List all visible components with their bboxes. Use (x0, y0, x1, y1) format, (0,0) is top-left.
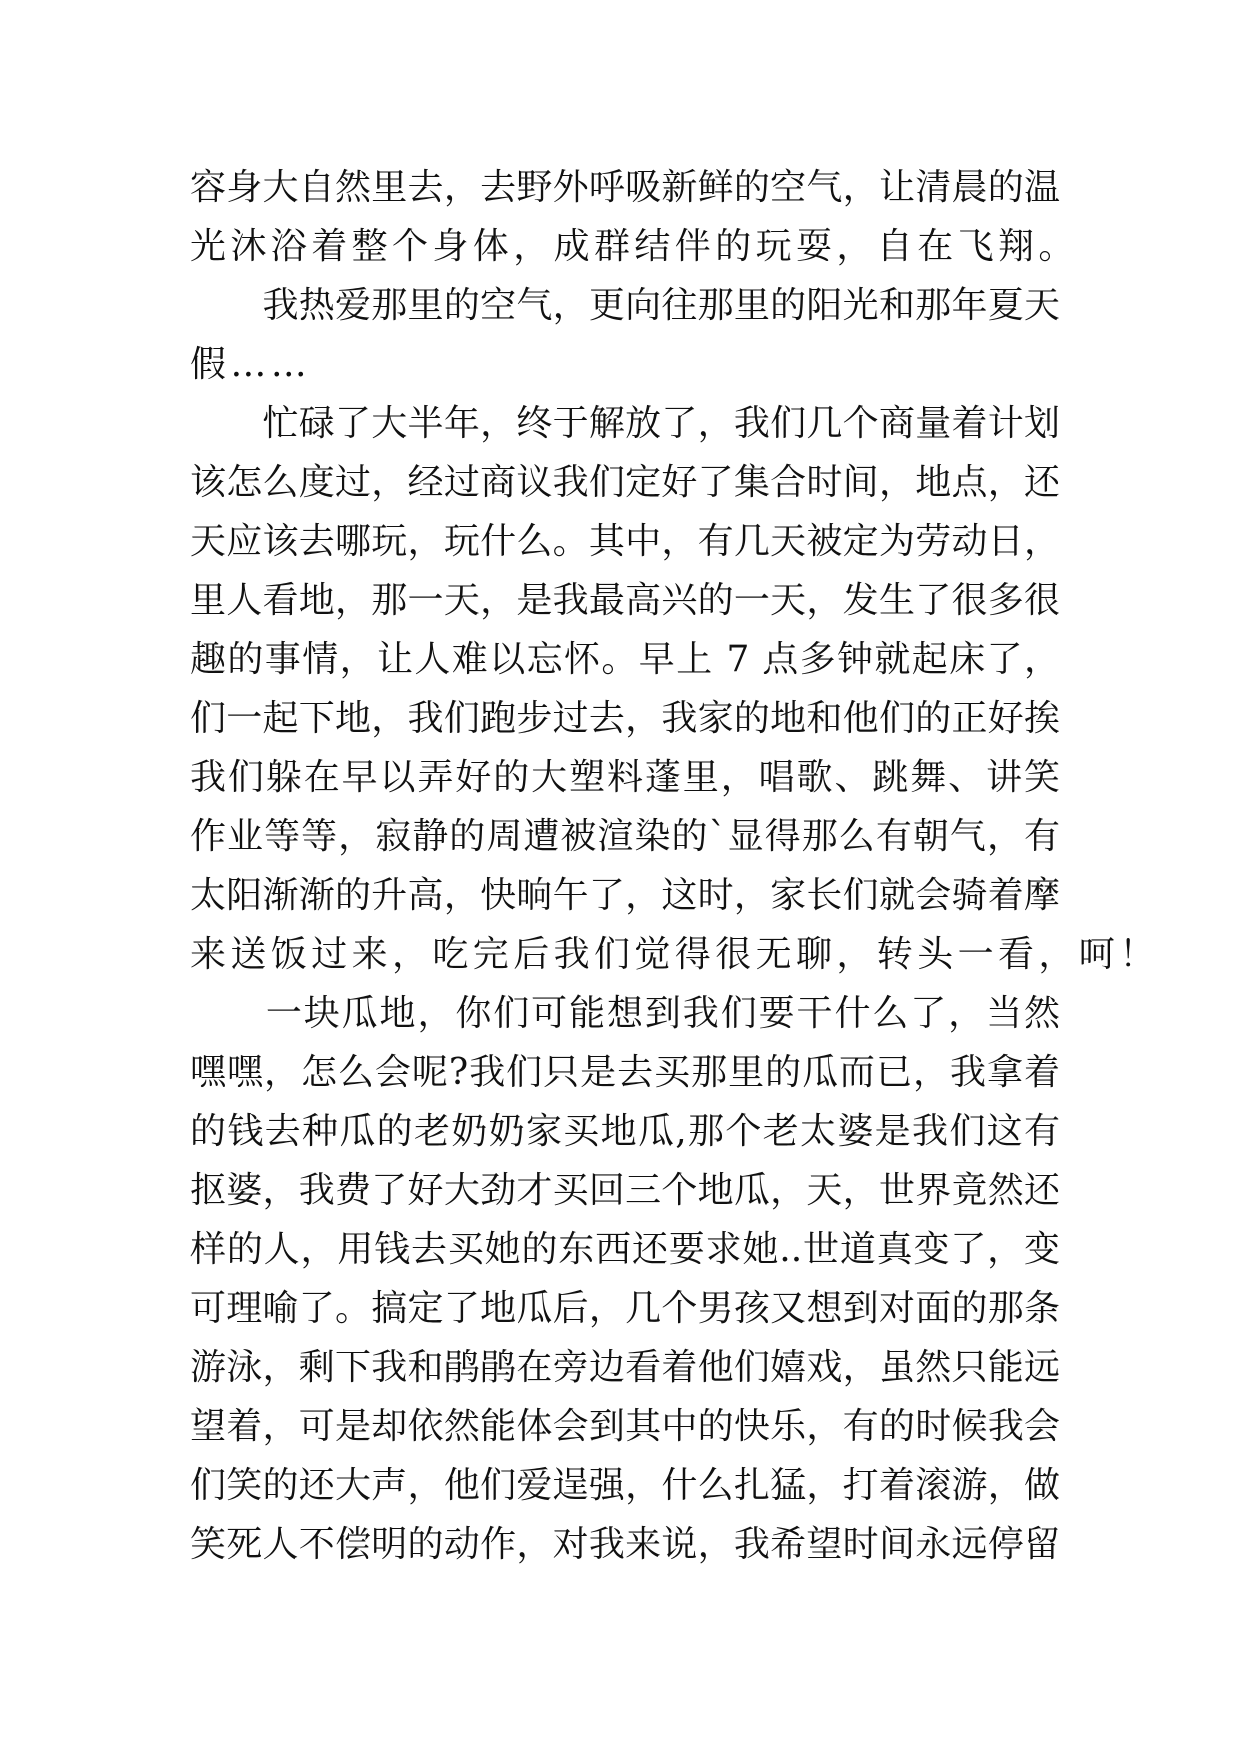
text-line: 望着，可是却依然能体会到其中的快乐，有的时候我会 (190, 1406, 1060, 1447)
text-line: 太阳渐渐的升高，快晌午了，这时，家长们就会骑着摩 (190, 875, 1060, 916)
text-line: 里人看地，那一天，是我最高兴的一天，发生了很多很 (190, 580, 1060, 621)
text-line: 的钱去种瓜的老奶奶家买地瓜,那个老太婆是我们这有 (190, 1111, 1060, 1152)
text-line: 来送饭过来，吃完后我们觉得很无聊，转头一看，呵！ (190, 934, 1160, 975)
text-line: 笑死人不偿明的动作，对我来说，我希望时间永远停留 (190, 1524, 1060, 1565)
text-line: 我们躲在早以弄好的大塑料蓬里，唱歌、跳舞、讲笑 (190, 757, 1060, 798)
text-line: 我热爱那里的空气，更向往那里的阳光和那年夏天 (262, 285, 1060, 326)
text-line: 作业等等，寂静的周遭被渲染的`显得那么有朝气，有 (190, 816, 1060, 857)
text-line: 样的人，用钱去买她的东西还要求她..世道真变了，变 (190, 1229, 1060, 1270)
text-line: 容身大自然里去，去野外呼吸新鲜的空气，让清晨的温 (190, 167, 1060, 208)
text-line: 们一起下地，我们跑步过去，我家的地和他们的正好挨 (190, 698, 1060, 739)
text-line: 们笑的还大声，他们爱逞强，什么扎猛，打着滚游，做 (190, 1465, 1060, 1506)
text-line: 忙碌了大半年，终于解放了，我们几个商量着计划 (262, 403, 1060, 444)
text-line: 一块瓜地，你们可能想到我们要干什么了，当然 (265, 993, 1060, 1034)
text-line: 光沐浴着整个身体，成群结伴的玩耍，自在飞翔。 (190, 226, 1079, 267)
text-line: 假…… (190, 344, 312, 385)
text-line: 抠婆，我费了好大劲才买回三个地瓜，天，世界竟然还 (190, 1170, 1060, 1211)
body-text (190, 158, 1160, 1574)
text-line: 该怎么度过，经过商议我们定好了集合时间，地点，还 (190, 462, 1060, 503)
text-line: 趣的事情，让人难以忘怀。早上 7 点多钟就起床了， (190, 639, 1060, 680)
text-line: 嘿嘿，怎么会呢?我们只是去买那里的瓜而已，我拿着 (190, 1052, 1060, 1093)
text-line: 可理喻了。搞定了地瓜后，几个男孩又想到对面的那条 (190, 1288, 1060, 1329)
text-line: 游泳，剩下我和鹃鹃在旁边看着他们嬉戏，虽然只能远 (190, 1347, 1060, 1388)
text-line: 天应该去哪玩，玩什么。其中，有几天被定为劳动日， (190, 521, 1060, 562)
